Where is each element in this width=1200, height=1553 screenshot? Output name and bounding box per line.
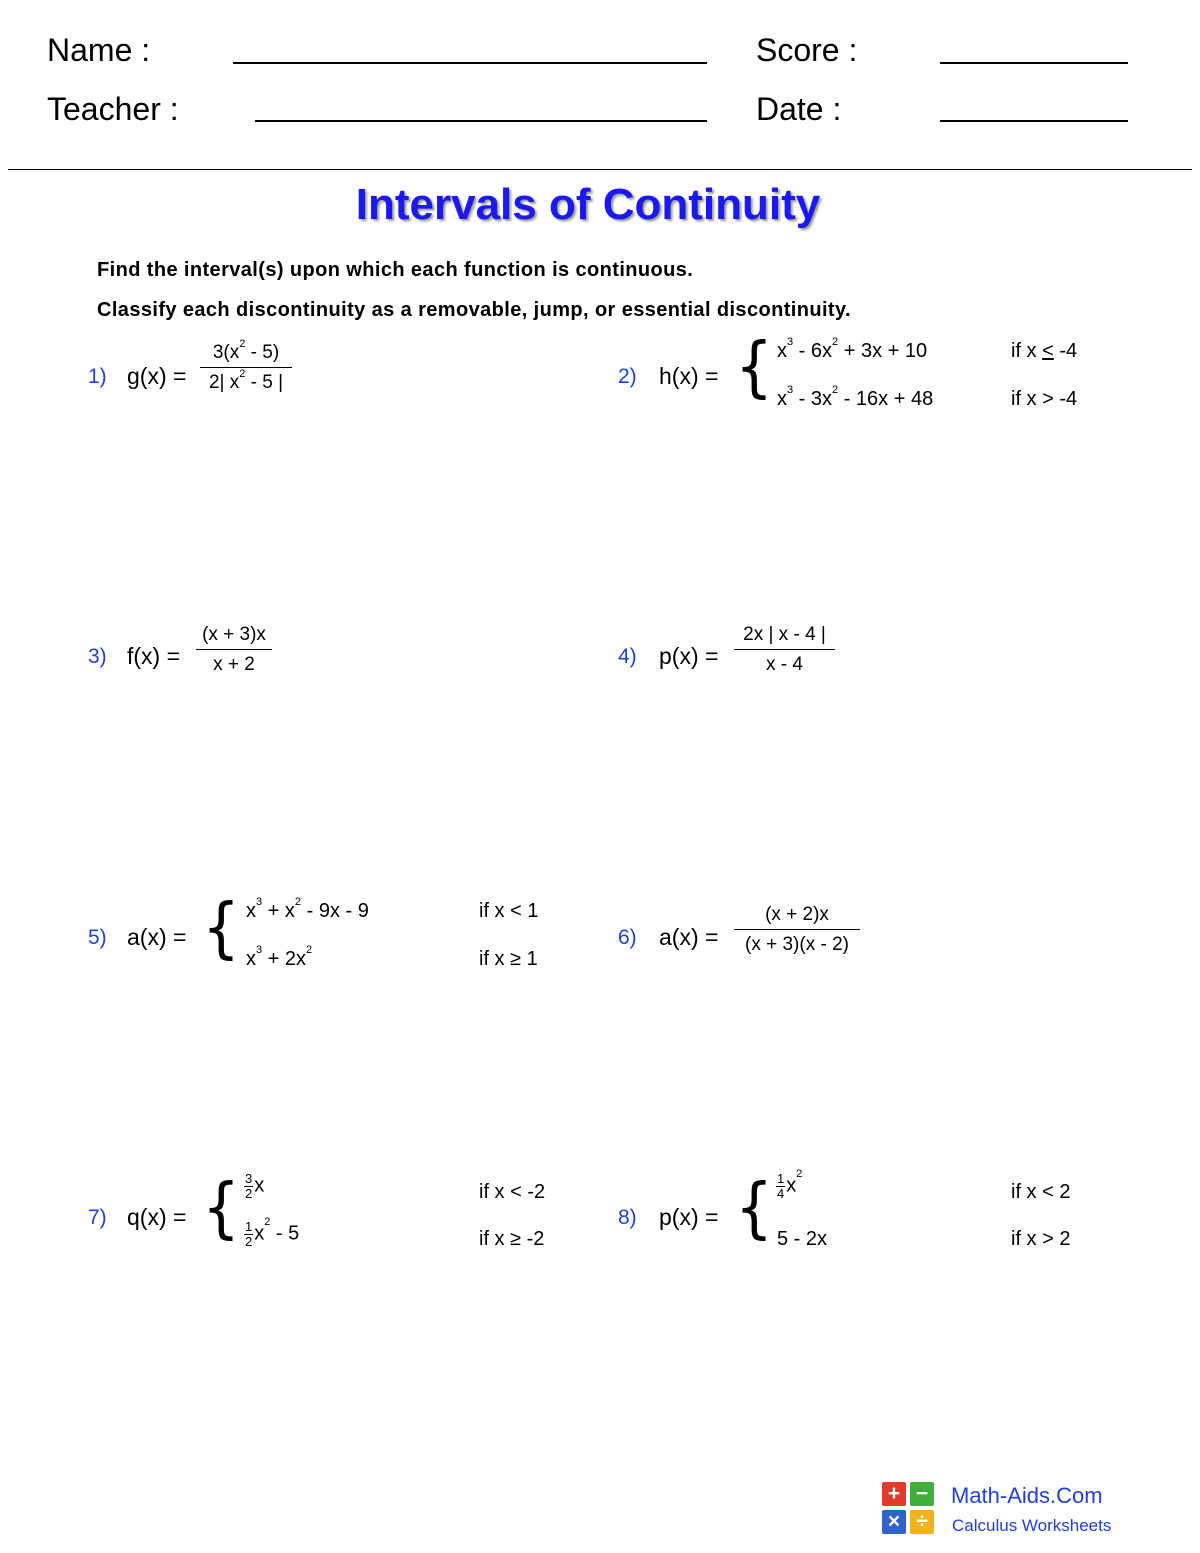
date-label: Date : <box>756 91 842 127</box>
problem-2-piece-2-cond: if x > -4 <box>1011 388 1078 410</box>
problem-3-denominator: x + 2 <box>213 654 255 675</box>
times-icon: × <box>882 1510 906 1534</box>
problem-2-number: 2) <box>618 365 637 388</box>
problem-5-piece-2-expr: $x^3 + 2x^2$ <box>246 944 313 970</box>
problem-2-piece-1-expr: $x^3 - 6x^2 + 3x + 10$ <box>777 336 928 362</box>
problem-4-denominator: x - 4 <box>766 654 803 675</box>
problem-6-function-name: a(x) = <box>659 924 719 950</box>
problem-3-numerator: (x + 3)x <box>196 624 272 650</box>
minus-icon: − <box>910 1482 934 1506</box>
problem-8-piece-2-cond: if x > 2 <box>1011 1228 1071 1250</box>
plus-icon: + <box>882 1482 906 1506</box>
problem-5-piece-1-expr: $x^3 + x^2 - 9x - 9$ <box>246 896 369 922</box>
score-line[interactable] <box>940 62 1128 64</box>
problem-2-piece-2-expr: $x^3 - 3x^2 - 16x + 48$ <box>777 384 934 410</box>
brace-icon: { <box>202 1169 240 1246</box>
problem-1-numerator: $3(x^2 - 5)$ <box>200 342 292 368</box>
date-line[interactable] <box>940 120 1128 122</box>
problem-2-piece-1-cond: if x < -4 <box>1011 340 1078 362</box>
problem-7-piece-2-cond: if x ≥ -2 <box>479 1228 545 1250</box>
math-aids-logo-icon <box>882 1482 938 1538</box>
brace-icon: { <box>735 1169 773 1246</box>
problem-1-fraction <box>200 338 292 394</box>
instruction-2: Classify each discontinuity as a removable, jump, or essential discontinuity. <box>97 299 851 321</box>
divide-icon: ÷ <box>910 1510 934 1534</box>
problem-1-number: 1) <box>88 365 107 388</box>
problem-4-function-name: p(x) = <box>659 643 719 669</box>
problem-8-piece-2-expr: 5 - 2x <box>777 1228 828 1250</box>
problem-3-number: 3) <box>88 645 107 668</box>
header-divider <box>8 169 1192 170</box>
problem-7-piece-2-expr: $\frac{1}{2}$ $x^2 - 5$ <box>245 1216 300 1249</box>
problem-6-numerator: (x + 2)x <box>734 904 860 930</box>
problem-7-function-name: q(x) = <box>127 1204 187 1230</box>
problem-4-numerator: 2x | x - 4 | <box>734 624 835 650</box>
problem-3-fraction <box>196 624 272 676</box>
footer-site[interactable]: Math-Aids.Com <box>951 1483 1103 1508</box>
problem-8-piece-1-cond: if x < 2 <box>1011 1181 1071 1203</box>
problem-8-function-name: p(x) = <box>659 1204 719 1230</box>
problem-6-denominator: (x + 3)(x - 2) <box>745 934 849 955</box>
problem-7-piece-1-expr: $\frac{3}{2}$ x <box>245 1171 265 1201</box>
instruction-1: Find the interval(s) upon which each function is continuous. <box>97 259 694 281</box>
footer-subtitle: Calculus Worksheets <box>952 1516 1112 1535</box>
problem-2-function-name: h(x) = <box>659 363 719 389</box>
page-title: Intervals of Continuity <box>355 180 821 229</box>
problem-1-function-name: g(x) = <box>127 363 187 389</box>
problem-5-function-name: a(x) = <box>127 924 187 950</box>
problem-1-denominator: 2| $x^2 - 5$ | <box>208 368 284 393</box>
problem-3-function-name: f(x) = <box>127 643 181 669</box>
teacher-line[interactable] <box>255 120 707 122</box>
name-line[interactable] <box>233 62 707 64</box>
teacher-label: Teacher : <box>47 91 179 127</box>
problem-7-number: 7) <box>88 1206 107 1229</box>
brace-icon: { <box>735 328 773 405</box>
problem-5-piece-2-cond: if x ≥ 1 <box>479 948 538 970</box>
problem-6-fraction <box>734 904 860 956</box>
problem-8-number: 8) <box>618 1206 637 1229</box>
problem-4-fraction <box>734 624 835 676</box>
problem-6-number: 6) <box>618 926 637 949</box>
problem-5-number: 5) <box>88 926 107 949</box>
problem-8-piece-1-expr: $\frac{1}{4}$ $x^2$ <box>777 1168 803 1201</box>
problem-4-number: 4) <box>618 645 637 668</box>
score-label: Score : <box>756 32 858 68</box>
name-label: Name : <box>47 32 151 68</box>
problem-5-piece-1-cond: if x < 1 <box>479 900 539 922</box>
problem-7-piece-1-cond: if x < -2 <box>479 1181 546 1203</box>
brace-icon: { <box>202 889 240 966</box>
